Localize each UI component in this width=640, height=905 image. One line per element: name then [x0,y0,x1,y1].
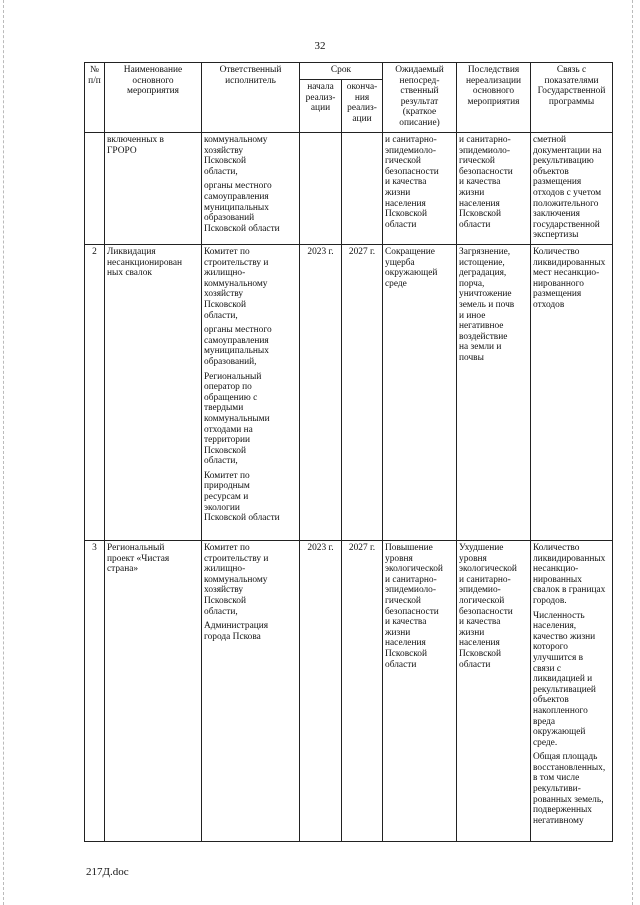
header-name: Наименование основного мероприятия [105,63,202,133]
link-entry: сметной документации на рекультивацию объектов размещения отходов с учетом положительного заключения государственной экспертизы [533,135,602,241]
row-expected: Сокращение ущерба окружающей среде [383,245,457,541]
header-end: оконча- ния реализ- ации [342,80,383,133]
row-responsible [202,541,300,842]
link-entry: Количество ликвидированных несанкцио- нированных свалок в границах городов. [533,543,606,606]
responsible-entry: Комитет по строительству и жилищно- коммунальному хозяйству Псковской области, [204,247,269,321]
row-name: включенных в ГРОРО [105,133,202,245]
row-name: Ликвидация несанкционирован ных свалок [105,245,202,541]
row-num: 2 [85,245,105,541]
responsible-entry: Региональный оператор по обращению с твердыми коммунальными отходами на территории Псковской области, [204,371,270,467]
row-num: 3 [85,541,105,842]
page-number: 32 [314,40,326,52]
row-start: 2023 г. [300,245,342,541]
header-term: Срок [300,63,383,80]
header-responsible: Ответственный исполнитель [202,63,300,133]
row-consequences: и санитарно- эпидемиоло- гической безопасности и качества жизни населения Псковской области [457,133,531,245]
header-start: начала реализ- ации [300,80,342,133]
link-entry: Численность населения, качество жизни которого улучшится в связи с ликвидацией и рекультивацией объектов накопленного вреда окружающей среде. [533,610,596,748]
scan-edge-left [3,0,5,905]
row-name: Региональный проект «Чистая страна» [105,541,202,842]
header-link: Связь с показателями Государственной программы [531,63,613,133]
link-entry: Общая площадь восстановленных, в том числе рекультиви- рованных земель, подверженных негативному [533,752,606,826]
responsible-entry: Комитет по строительству и жилищно- коммунальному хозяйству Псковской области, [204,543,269,617]
row-link [531,541,613,842]
row-end: 2027 г. [342,245,383,541]
row-num [85,133,105,245]
row-link [531,245,613,541]
scan-edge-right [632,0,634,905]
document-filename: 217Д.doc [86,866,129,878]
row-start: 2023 г. [300,541,342,842]
row-end: 2027 г. [342,541,383,842]
row-responsible [202,133,300,245]
responsible-entry: Комитет по природным ресурсам и экологии Псковской области [204,470,280,524]
link-entry: Количество ликвидированных мест несанкцио- нированного размещения отходов [533,247,606,310]
responsible-entry: коммунальному хозяйству Псковской области, [204,135,268,177]
table-row [85,245,613,541]
row-end [342,133,383,245]
header-num: № п/п [85,63,105,133]
header-consequences: Последствия нереализации основного мероприятия [457,63,531,133]
row-link [531,133,613,245]
header-expected: Ожидаемый непосред- ственный результат (краткое описание) [383,63,457,133]
row-consequences: Ухудшение уровня экологической и санитарно- эпидемио- логической безопасности и качества жизни населения Псковской области [457,541,531,842]
responsible-entry: органы местного самоуправления муниципальных образований, [204,325,272,367]
row-consequences: Загрязнение, истощение, деградация, порча, уничтожение земель и почв и иное негативное воздействие на земли и почвы [457,245,531,541]
table-row [85,133,613,245]
row-responsible [202,245,300,541]
row-expected: Повышение уровня экологической и санитарно- эпидемиоло- гической безопасности и качества жизни населения Псковской области [383,541,457,842]
header-row [85,63,613,80]
row-expected: и санитарно- эпидемиоло- гической безопасности и качества жизни населения Псковской области [383,133,457,245]
table-row [85,541,613,842]
row-start [300,133,342,245]
responsible-entry: органы местного самоуправления муниципальных образований Псковской области [204,181,280,234]
responsible-entry: Администрация города Пскова [204,621,269,642]
program-table [84,62,613,842]
